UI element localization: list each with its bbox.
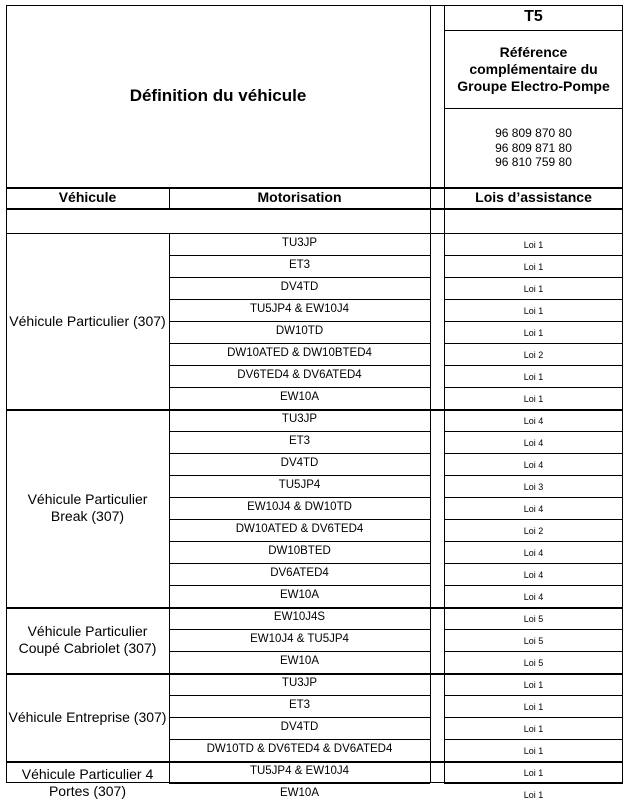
vehicle-type-label: Véhicule Particulier 4 Portes (307) bbox=[21, 766, 154, 799]
loi-cell: Loi 4 bbox=[523, 547, 544, 558]
motorisation-cell: EW10A bbox=[280, 787, 319, 800]
loi-cell: Loi 3 bbox=[523, 481, 544, 492]
loi-cell: Loi 4 bbox=[523, 569, 544, 580]
motorisation-cell: DW10TD bbox=[275, 325, 324, 338]
loi-cell: Loi 1 bbox=[523, 679, 544, 690]
motorisation-cell: DV6ATED4 bbox=[270, 567, 329, 580]
loi-cell: Loi 1 bbox=[523, 371, 544, 382]
motorisation-cell: TU5JP4 & EW10J4 bbox=[249, 765, 350, 778]
loi-cell: Loi 1 bbox=[523, 261, 544, 272]
loi-cell: Loi 1 bbox=[523, 767, 544, 778]
loi-cell: Loi 2 bbox=[523, 349, 544, 360]
column-header-lois: Lois d’assistance bbox=[475, 189, 592, 206]
loi-cell: Loi 2 bbox=[523, 525, 544, 536]
motorisation-cell: EW10J4 & DW10TD bbox=[247, 501, 352, 514]
reference-title: Référence complémentaire du Groupe Electro-Pompe bbox=[457, 44, 610, 94]
reference-number: 96 809 870 80 bbox=[495, 126, 572, 141]
column-header-vehicule: Véhicule bbox=[58, 189, 117, 206]
loi-cell: Loi 1 bbox=[523, 239, 544, 250]
loi-cell: Loi 1 bbox=[523, 305, 544, 316]
loi-cell: Loi 1 bbox=[523, 283, 544, 294]
reference-number: 96 809 871 80 bbox=[495, 140, 572, 155]
motorisation-cell: EW10A bbox=[280, 589, 319, 602]
t5-title: T5 bbox=[524, 8, 543, 26]
vehicle-type-label: Véhicule Particulier Coupé Cabriolet (307) bbox=[18, 623, 157, 656]
definition-title: Définition du véhicule bbox=[129, 86, 307, 106]
vehicle-type-label: Véhicule Particulier Break (307) bbox=[27, 491, 148, 524]
loi-cell: Loi 4 bbox=[523, 503, 544, 514]
motorisation-cell: ET3 bbox=[288, 435, 311, 448]
motorisation-cell: EW10J4 & TU5JP4 bbox=[250, 633, 349, 646]
motorisation-cell: DV4TD bbox=[280, 457, 319, 470]
loi-cell: Loi 4 bbox=[523, 591, 544, 602]
loi-cell: Loi 5 bbox=[523, 635, 544, 646]
motorisation-cell: TU3JP bbox=[281, 677, 318, 690]
loi-cell: Loi 1 bbox=[523, 701, 544, 712]
loi-cell: Loi 1 bbox=[523, 745, 544, 756]
motorisation-cell: EW10A bbox=[280, 655, 319, 668]
motorisation-cell: DV6TED4 & DV6ATED4 bbox=[237, 369, 362, 382]
motorisation-cell: DV4TD bbox=[280, 721, 319, 734]
column-header-motorisation: Motorisation bbox=[257, 189, 342, 206]
motorisation-cell: DV4TD bbox=[280, 281, 319, 294]
motorisation-cell: ET3 bbox=[288, 259, 311, 272]
gap-left-line bbox=[430, 5, 431, 782]
loi-cell: Loi 4 bbox=[523, 437, 544, 448]
motorisation-cell: DW10TD & DV6TED4 & DV6ATED4 bbox=[206, 743, 393, 756]
motorisation-cell: TU3JP bbox=[281, 237, 318, 250]
loi-cell: Loi 5 bbox=[523, 613, 544, 624]
loi-cell: Loi 1 bbox=[523, 789, 544, 800]
motorisation-cell: EW10J4S bbox=[273, 611, 326, 624]
reference-numbers bbox=[444, 109, 623, 187]
loi-cell: Loi 4 bbox=[523, 415, 544, 426]
motorisation-cell: TU3JP bbox=[281, 413, 318, 426]
motorisation-cell: EW10A bbox=[280, 391, 319, 404]
reference-number: 96 810 759 80 bbox=[495, 155, 572, 170]
vehicle-type-label: Véhicule Particulier (307) bbox=[9, 312, 166, 329]
motorisation-cell: DW10ATED & DW10BTED4 bbox=[227, 347, 372, 360]
motorisation-cell: DW10ATED & DV6TED4 bbox=[235, 523, 364, 536]
loi-cell: Loi 4 bbox=[523, 459, 544, 470]
loi-cell: Loi 1 bbox=[523, 723, 544, 734]
motorisation-cell: TU5JP4 bbox=[278, 479, 321, 492]
loi-cell: Loi 1 bbox=[523, 393, 544, 404]
motorisation-cell: DW10BTED bbox=[268, 545, 331, 558]
column-header-bottom bbox=[6, 208, 623, 210]
motorisation-cell: ET3 bbox=[288, 699, 311, 712]
motorisation-cell: TU5JP4 & EW10J4 bbox=[249, 303, 350, 316]
vehicle-type-label: Véhicule Entreprise (307) bbox=[8, 708, 167, 725]
loi-cell: Loi 1 bbox=[523, 327, 544, 338]
loi-cell: Loi 5 bbox=[523, 657, 544, 668]
